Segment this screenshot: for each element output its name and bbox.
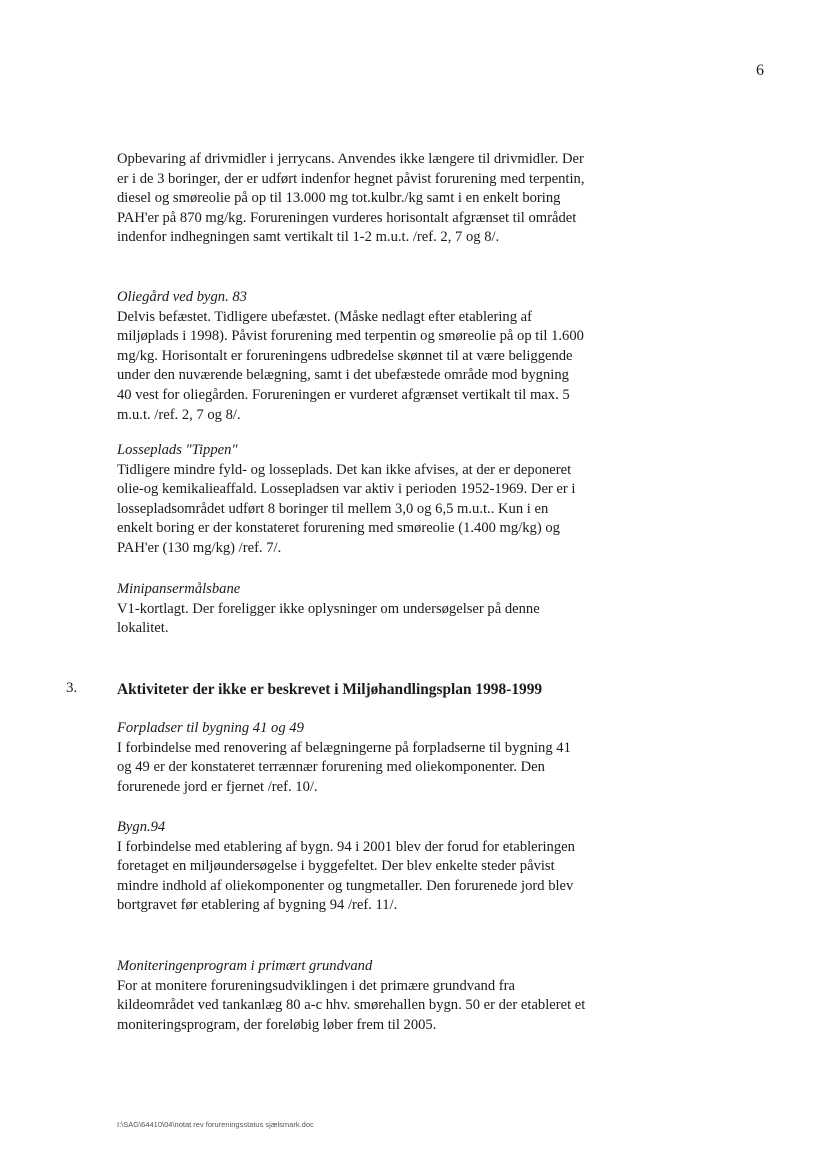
subsection-bygn94 (117, 818, 587, 916)
intro-paragraph-block (117, 150, 587, 248)
section-oliegaard (117, 288, 587, 425)
subsection-heading: Moniteringenprogram i primært grundvand (117, 958, 373, 974)
subsection-body: I forbindelse med etablering af bygn. 94 i 2001 blev der forud for etableringen foretaget en miljøundersøgelse i byggefeltet. Der blev enkelte steder påvist mindre indhold af oliekomponenter og tungmetaller. Den forurenede jord blev bortgravet før etablering af bygning 94 /ref. 11/. (117, 838, 575, 914)
subsection-heading: Forpladser til bygning 41 og 49 (117, 720, 304, 736)
subsection-body: I forbindelse med renovering af belægningerne på forpladserne til bygning 41 og 49 er der konstateret terrænnær forurening med oliekomponenter. Den forurenede jord er fjernet /ref. 10/. (117, 739, 571, 795)
footer-file-path: I:\SAG\64410\04\notat rev forureningsstatus sjælsmark.doc (117, 1120, 314, 1129)
intro-paragraph: Opbevaring af drivmidler i jerrycans. Anvendes ikke længere til drivmidler. Der er i de 3 boringer, der er udført indenfor hegnet påvist forurening med terpentin, diesel og smøreolie på op til 13.000 mg tot.kulbr./kg samt i en enkelt boring PAH'er på 870 mg/kg. Forureningen vurderes horisontalt afgrænset til området indenfor indhegningen samt vertikalt til 1-2 m.u.t. /ref. 2, 7 og 8/. (117, 151, 585, 246)
section-body: V1-kortlagt. Der foreligger ikke oplysninger om undersøgelser på denne lokalitet. (117, 600, 540, 637)
section-body: Delvis befæstet. Tidligere ubefæstet. (Måske nedlagt efter etablering af miljøplads i 1998). Påvist forurening med terpentin og smøreolie på op til 1.600 mg/kg. Horisontalt er forureningens udbredelse skønnet til at være beliggende under den nuværende belægning, samt i det ubefæstede område mod bygning 40 vest for oliegården. Forureningen er vurderet afgrænset vertikalt til max. 5 m.u.t. /ref. 2, 7 og 8/. (117, 308, 584, 423)
section-number: 3. (66, 680, 78, 696)
section-body: Tidligere mindre fyld- og losseplads. Det kan ikke afvises, at der er deponeret olie-og kemikalieaffald. Lossepladsen var aktiv i perioden 1952-1969. Der er i lossepladsområdet udført 8 boringer til mellem 3,0 og 6,5 m.u.t.. Kun i en enkelt boring er der konstateret forurening med smøreolie (1.400 mg/kg) og PAH'er (130 mg/kg) /ref. 7/. (117, 461, 576, 556)
section-heading: Minipansermålsbane (117, 581, 241, 597)
section-minipansermaalsbane (117, 580, 587, 639)
page-number: 6 (756, 62, 764, 79)
subsection-heading: Bygn.94 (117, 819, 166, 835)
section-losseplads (117, 441, 587, 559)
subsection-forpladser (117, 719, 587, 797)
subsection-monitering (117, 957, 587, 1035)
section-heading: Losseplads "Tippen" (117, 442, 238, 458)
section-title: Aktiviteter der ikke er beskrevet i Miljøhandlingsplan 1998-1999 (117, 681, 543, 698)
subsection-body: For at monitere forureningsudviklingen i det primære grundvand fra kildeområdet ved tankanlæg 80 a-c hhv. smørehallen bygn. 50 er der etableret et moniteringsprogram, der foreløbig løber frem til 2005. (117, 977, 586, 1033)
section-heading: Oliegård ved bygn. 83 (117, 289, 247, 305)
